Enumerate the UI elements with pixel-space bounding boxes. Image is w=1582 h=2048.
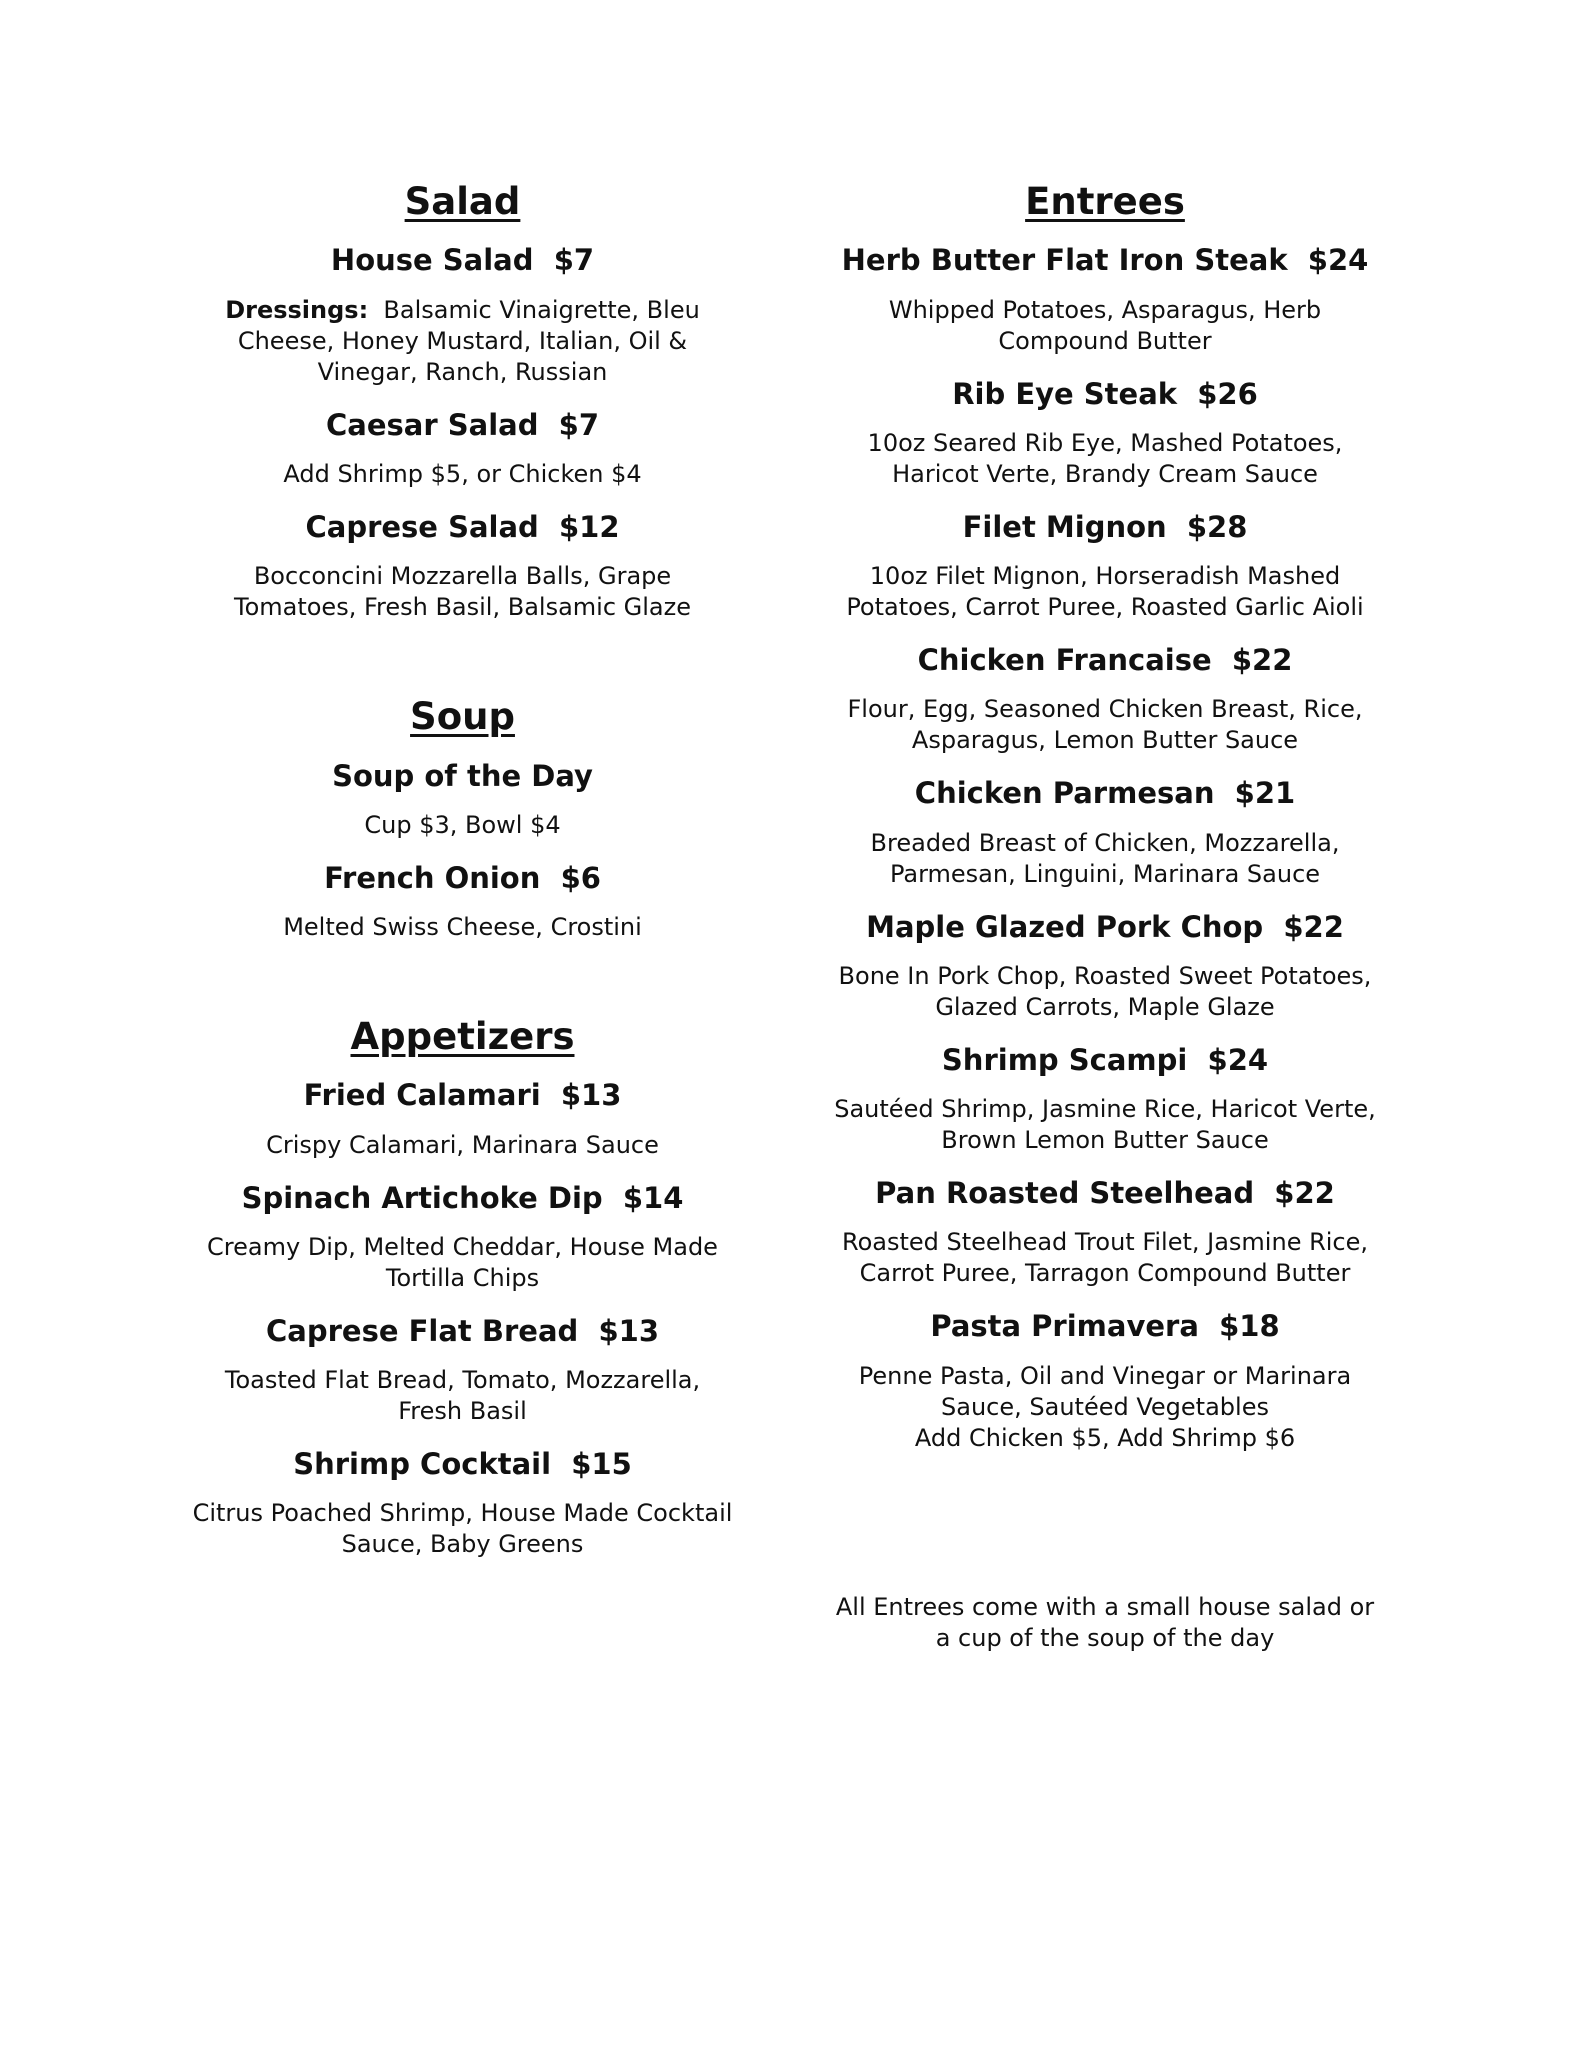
menu-item-title: Shrimp Cocktail $15 [293,1447,632,1482]
menu-item-description: Toasted Flat Bread, Tomato, Mozzarella, Fresh Basil [224,1366,701,1426]
menu-item-description: Flour, Egg, Seasoned Chicken Breast, Rice, Asparagus, Lemon Butter Sauce [847,695,1363,755]
menu-item-description: Roasted Steelhead Trout Filet, Jasmine Rice, Carrot Puree, Tarragon Compound Butter [841,1228,1369,1288]
menu-item-title: Pan Roasted Steelhead $22 [875,1176,1335,1211]
menu-item-description: Bocconcini Mozzarella Balls, Grape Tomatoes, Fresh Basil, Balsamic Glaze [233,562,691,622]
menu-item-title: Spinach Artichoke Dip $14 [241,1180,684,1215]
appetizers-section [190,1015,735,1560]
menu-item-description: 10oz Seared Rib Eye, Mashed Potatoes, Haricot Verte, Brandy Cream Sauce [867,428,1343,488]
menu-item-description: Creamy Dip, Melted Cheddar, House Made Tortilla Chips [207,1232,718,1292]
section-heading-soup: Soup [410,695,515,739]
menu-item-description [825,1361,1385,1454]
right-column [825,180,1385,1654]
menu-item-description: Whipped Potatoes, Asparagus, Herb Compound Butter [888,295,1322,355]
dressings-list: Balsamic Vinaigrette, Bleu Cheese, Honey Mustard, Italian, Oil & Vinegar, Ranch, Russian [237,295,708,386]
menu-item-title: Filet Mignon $28 [962,509,1248,544]
menu-item-description: Add Shrimp $5, or Chicken $4 [283,459,642,488]
menu-item-title: Maple Glazed Pork Chop $22 [866,909,1344,944]
pasta-description: Penne Pasta, Oil and Vinegar or Marinara Sauce, Sautéed Vegetables [858,1361,1352,1421]
menu-item-title: Herb Butter Flat Iron Steak $24 [841,243,1369,278]
menu-item-description [190,295,735,388]
menu-item-title: Caesar Salad $7 [325,407,600,442]
section-heading-salad: Salad [404,180,521,223]
left-column [190,180,735,1579]
entrees-footnote: All Entrees come with a small house salad or a cup of the soup of the day [835,1592,1375,1652]
menu-item-title: Shrimp Scampi $24 [941,1042,1269,1077]
menu-item-title: Caprese Salad $12 [305,509,620,544]
menu-item-title: Caprese Flat Bread $13 [265,1313,659,1348]
menu-item-description: Sautéed Shrimp, Jasmine Rice, Haricot Verte, Brown Lemon Butter Sauce [834,1095,1376,1155]
menu-item-title: Pasta Primavera $18 [930,1309,1280,1344]
salad-section [190,180,735,623]
menu-item-description: 10oz Filet Mignon, Horseradish Mashed Potatoes, Carrot Puree, Roasted Garlic Aioli [846,562,1364,622]
menu-item-description: Crispy Calamari, Marinara Sauce [266,1130,659,1159]
menu-item-title: Fried Calamari $13 [303,1078,622,1113]
soup-section [190,695,735,943]
menu-item-title: Chicken Francaise $22 [917,643,1293,678]
dressings-label: Dressings: [225,295,369,324]
menu-item-description: Bone In Pork Chop, Roasted Sweet Potatoes, Glazed Carrots, Maple Glaze [838,961,1372,1021]
entrees-section [825,180,1385,1654]
menu-item-title: Soup of the Day [332,758,593,793]
menu-item-title: House Salad $7 [330,243,595,278]
menu-item-title: Rib Eye Steak $26 [952,376,1258,411]
section-heading-entrees: Entrees [1025,180,1185,223]
menu-item-description: Breaded Breast of Chicken, Mozzarella, Parmesan, Linguini, Marinara Sauce [870,828,1340,888]
menu-item-title: French Onion $6 [324,860,601,895]
menu-item-description: Cup $3, Bowl $4 [364,810,561,839]
menu-item-description: Melted Swiss Cheese, Crostini [283,913,642,942]
menu-item-title: Chicken Parmesan $21 [914,776,1296,811]
section-heading-appetizers: Appetizers [350,1015,575,1059]
menu-item-description: Citrus Poached Shrimp, House Made Cocktail Sauce, Baby Greens [192,1499,733,1559]
pasta-add-ons: Add Chicken $5, Add Shrimp $6 [914,1423,1296,1452]
